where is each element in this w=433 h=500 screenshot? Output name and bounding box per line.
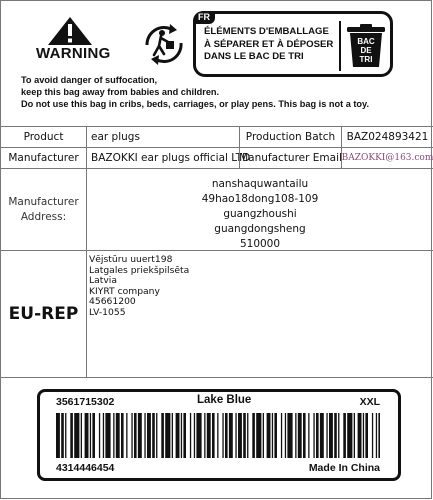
barcode-bar — [121, 413, 124, 458]
barcode-bar — [61, 413, 64, 458]
eu-rep-line: Vējstūru uuert198 — [89, 254, 173, 265]
barcode-bar — [181, 413, 182, 458]
barcode-bar — [267, 413, 271, 458]
barcode-bar — [70, 413, 73, 458]
barcode-bar — [358, 413, 362, 458]
manufacturer-value-cell: BAZOKKI ear plugs official LTD — [86, 148, 239, 168]
address-line: nanshaquwantailu — [211, 178, 309, 190]
product-row — [1, 126, 433, 147]
barcode-bar — [152, 413, 155, 458]
barcode-bar — [81, 413, 82, 458]
barcode-bar — [316, 413, 319, 458]
barcode-bar — [222, 413, 223, 458]
barcode-bar — [347, 413, 352, 458]
barcode-bar — [194, 413, 195, 458]
barcode-bar — [172, 413, 173, 458]
address-lines — [87, 177, 433, 252]
barcode-bar — [113, 413, 114, 458]
barcode-bottom-code: 4314446454 — [56, 462, 115, 474]
barcode-bar — [126, 413, 127, 458]
barcode-bar — [225, 413, 228, 458]
lang-tag: FR — [193, 11, 215, 24]
barcode-bar — [378, 413, 380, 458]
bin-label: DE — [360, 46, 372, 55]
eu-rep-line: KIYRT company — [89, 285, 160, 297]
barcode-color: Lake Blue — [197, 394, 252, 406]
triman-line: À SÉPARER ET À DÉPOSER — [204, 38, 334, 50]
barcode-bar — [338, 413, 339, 458]
barcode-bars — [54, 413, 384, 458]
barcode-bar — [196, 413, 201, 458]
warning-line: Do not use this bag in cribs, beds, carriages, or play pens. This bag is not a toy. — [21, 99, 370, 109]
triman-line: ÉLÉMENTS D'EMBALLAGE — [204, 26, 329, 37]
barcode-box — [37, 389, 401, 481]
warning-triangle-icon — [47, 16, 93, 46]
barcode-bar — [365, 413, 368, 458]
eu-rep-line: LV-1055 — [89, 306, 126, 318]
eu-rep-row — [1, 250, 433, 377]
barcode-bar — [207, 413, 211, 458]
barcode-bar — [295, 413, 296, 458]
barcode-bar — [85, 413, 89, 458]
barcode-bar — [238, 413, 242, 458]
barcode-bar — [376, 413, 377, 458]
barcode-bar — [92, 413, 95, 458]
warning-title: WARNING — [36, 45, 111, 62]
address-label-line: Manufacturer — [8, 195, 79, 208]
barcode-bar — [326, 413, 327, 458]
barcode-bar — [287, 413, 292, 458]
barcode-bar — [252, 413, 255, 458]
barcode-bar — [165, 413, 170, 458]
triman-line: DANS LE BAC DE TRI — [204, 51, 304, 62]
eu-rep-line: Latgales priekšpilsēta — [89, 264, 190, 276]
barcode-bar — [272, 413, 273, 458]
barcode-bar — [138, 413, 142, 458]
eu-rep-line: Latvia — [89, 275, 117, 287]
barcode-bar — [105, 413, 110, 458]
barcode-bar — [74, 413, 79, 458]
barcode-bar — [308, 413, 309, 458]
barcode-bar — [176, 413, 180, 458]
barcode-bar — [243, 413, 246, 458]
barcode-bar — [298, 413, 302, 458]
barcode-bar — [161, 413, 164, 458]
bin-label: BAC — [357, 37, 375, 46]
barcode-bar — [99, 413, 100, 458]
barcode-bar — [372, 413, 373, 458]
barcode-bar — [285, 413, 286, 458]
bin-label: TRI — [359, 55, 373, 64]
barcode-bar — [103, 413, 104, 458]
barcode-origin: Made In China — [308, 462, 380, 474]
email-value-cell: BAZOKKI@163.com — [341, 148, 433, 168]
barcode-bar — [212, 413, 215, 458]
triman-text — [204, 26, 344, 64]
barcode-section-divider — [1, 377, 433, 378]
barcode-bar — [256, 413, 261, 458]
manufacturer-row — [1, 147, 433, 168]
eu-rep-line: 45661200 — [89, 296, 136, 308]
barcode-bar — [156, 413, 157, 458]
manufacturer-label-cell: Manufacturer — [8, 152, 79, 164]
barcode-bar — [235, 413, 236, 458]
barcode-bar — [131, 413, 132, 458]
batch-label-cell: Production Batch — [239, 127, 341, 147]
triman-divider — [339, 21, 341, 71]
barcode-bar — [56, 413, 60, 458]
address-line: guangzhoushi — [223, 208, 297, 220]
barcode-bar — [183, 413, 186, 458]
product-label-cell: Product — [23, 131, 64, 143]
address-line: 510000 — [239, 238, 281, 250]
barcode-size: XXL — [359, 396, 380, 408]
barcode-bar — [281, 413, 282, 458]
eu-rep-label: EU-REP — [8, 304, 79, 324]
email-label-cell: Manufacturer Email — [239, 148, 341, 168]
barcode-bar — [343, 413, 346, 458]
warning-line: To avoid danger of suffocation, — [21, 75, 158, 85]
barcode-bar — [204, 413, 205, 458]
recycling-person-icon — [141, 21, 187, 67]
address-label-line: Address: — [20, 210, 67, 223]
triman-info-box — [193, 11, 393, 77]
batch-value-cell: BAZ024893421 — [341, 127, 433, 147]
address-row — [1, 168, 433, 250]
barcode-bar — [320, 413, 324, 458]
barcode-bar — [334, 413, 337, 458]
barcode-bar — [65, 413, 66, 458]
barcode-bar — [190, 413, 191, 458]
barcode-bar — [147, 413, 151, 458]
barcode-bar — [354, 413, 355, 458]
address-line: guangdongsheng — [214, 223, 306, 235]
barcode-bar — [274, 413, 277, 458]
barcode-bar — [363, 413, 364, 458]
barcode-bar — [313, 413, 314, 458]
barcode-bar — [303, 413, 306, 458]
barcode-bar — [329, 413, 333, 458]
barcode-bar — [134, 413, 137, 458]
barcode-bar — [116, 413, 120, 458]
barcode-bar — [247, 413, 248, 458]
barcode-bar — [144, 413, 145, 458]
product-value-cell: ear plugs — [86, 127, 239, 147]
barcode-bar — [90, 413, 91, 458]
address-label — [1, 169, 86, 250]
eu-rep-address — [89, 255, 189, 319]
barcode-top-code: 3561715302 — [56, 396, 115, 408]
recycling-bin-icon — [345, 24, 387, 68]
warning-line: keep this bag away from babies and children. — [21, 87, 220, 97]
warning-text — [21, 74, 369, 110]
barcode-bar — [217, 413, 218, 458]
address-line: 49hao18dong108-109 — [201, 193, 319, 205]
barcode-bar — [229, 413, 233, 458]
barcode-bar — [263, 413, 264, 458]
